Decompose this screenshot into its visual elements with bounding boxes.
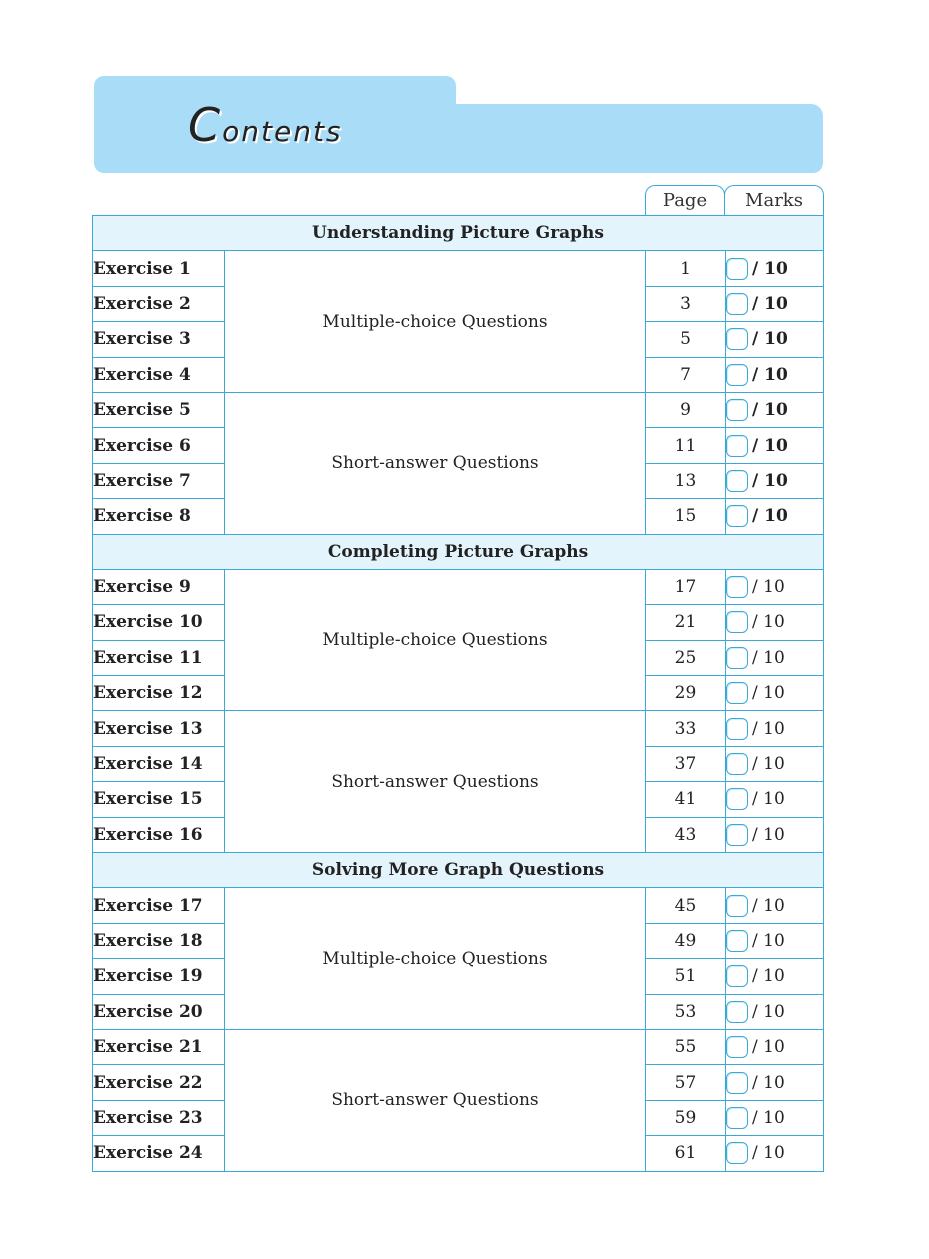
table-row [93, 392, 824, 427]
score-box[interactable] [726, 1072, 748, 1094]
marks-out-of: / 10 [752, 683, 785, 704]
exercise-label[interactable]: Exercise 1 [93, 251, 225, 286]
question-type: Short-answer Questions [225, 392, 646, 534]
page-number[interactable]: 29 [646, 676, 726, 711]
score-box[interactable] [726, 753, 748, 775]
page-number[interactable]: 21 [646, 605, 726, 640]
page-number[interactable]: 49 [646, 923, 726, 958]
score-box[interactable] [726, 647, 748, 669]
marks-out-of: / 10 [752, 895, 785, 916]
marks-cell [726, 499, 824, 534]
page-number[interactable]: 55 [646, 1029, 726, 1064]
page-number[interactable]: 15 [646, 499, 726, 534]
marks-out-of: / 10 [752, 789, 785, 810]
page-number[interactable]: 25 [646, 640, 726, 675]
marks-cell [726, 817, 824, 852]
exercise-label[interactable]: Exercise 24 [93, 1136, 225, 1171]
score-box[interactable] [726, 824, 748, 846]
contents-table [92, 215, 824, 1172]
marks-cell [726, 392, 824, 427]
page-number[interactable]: 11 [646, 428, 726, 463]
exercise-label[interactable]: Exercise 9 [93, 569, 225, 604]
exercise-label[interactable]: Exercise 5 [93, 392, 225, 427]
marks-cell [726, 746, 824, 781]
marks-cell [726, 357, 824, 392]
page-number[interactable]: 61 [646, 1136, 726, 1171]
marks-out-of: / 10 [752, 400, 788, 421]
table-row [93, 1029, 824, 1064]
score-box[interactable] [726, 965, 748, 987]
section-row [93, 534, 824, 569]
section-title: Completing Picture Graphs [93, 534, 824, 569]
marks-out-of: / 10 [752, 966, 785, 987]
marks-cell [726, 322, 824, 357]
score-box[interactable] [726, 682, 748, 704]
exercise-label[interactable]: Exercise 6 [93, 428, 225, 463]
score-box[interactable] [726, 293, 748, 315]
marks-out-of: / 10 [752, 931, 785, 951]
marks-out-of: / 10 [752, 577, 785, 598]
marks-out-of: / 10 [752, 1107, 785, 1128]
question-type: Multiple-choice Questions [225, 888, 646, 1030]
title-initial: C [188, 98, 223, 152]
question-type: Multiple-choice Questions [225, 251, 646, 393]
marks-cell [726, 959, 824, 994]
marks-out-of: / 10 [752, 470, 788, 491]
page-column-tab: Page [645, 185, 725, 215]
marks-cell [726, 463, 824, 498]
section-row [93, 216, 824, 251]
title-rest: ontents [222, 115, 343, 148]
exercise-label[interactable]: Exercise 8 [93, 499, 225, 534]
page-number[interactable]: 9 [646, 392, 726, 427]
marks-out-of: / 10 [752, 435, 788, 456]
score-box[interactable] [726, 1142, 748, 1164]
question-type: Multiple-choice Questions [225, 569, 646, 711]
score-box[interactable] [726, 576, 748, 598]
page-number[interactable]: 43 [646, 817, 726, 852]
marks-cell [726, 569, 824, 604]
marks-out-of: / 10 [752, 824, 785, 845]
page-number[interactable]: 33 [646, 711, 726, 746]
page-number[interactable]: 57 [646, 1065, 726, 1100]
page-number[interactable]: 37 [646, 746, 726, 781]
marks-cell [726, 1029, 824, 1064]
score-box[interactable] [726, 788, 748, 810]
section-title: Understanding Picture Graphs [93, 216, 824, 251]
exercise-label[interactable]: Exercise 3 [93, 322, 225, 357]
marks-out-of: / 10 [752, 1143, 785, 1164]
marks-cell [726, 782, 824, 817]
page-number[interactable]: 7 [646, 357, 726, 392]
table-row [93, 251, 824, 286]
table-row [93, 888, 824, 923]
exercise-label[interactable]: Exercise 19 [93, 959, 225, 994]
table-row [93, 569, 824, 604]
question-type: Short-answer Questions [225, 711, 646, 853]
exercise-label[interactable]: Exercise 11 [93, 640, 225, 675]
score-box[interactable] [726, 328, 748, 350]
marks-out-of: / 10 [752, 258, 788, 279]
marks-cell [726, 1065, 824, 1100]
marks-cell [726, 1100, 824, 1135]
marks-cell [726, 994, 824, 1029]
exercise-label[interactable]: Exercise 7 [93, 463, 225, 498]
section-row [93, 853, 824, 888]
score-box[interactable] [726, 611, 748, 633]
marks-column-tab: Marks [724, 185, 824, 215]
exercise-label[interactable]: Exercise 21 [93, 1029, 225, 1064]
page-number[interactable]: 13 [646, 463, 726, 498]
exercise-label[interactable]: Exercise 20 [93, 994, 225, 1029]
exercise-label[interactable]: Exercise 17 [93, 888, 225, 923]
marks-out-of: / 10 [752, 293, 788, 314]
exercise-label[interactable]: Exercise 13 [93, 711, 225, 746]
marks-out-of: / 10 [752, 1001, 785, 1022]
marks-out-of: / 10 [752, 364, 788, 385]
marks-cell [726, 676, 824, 711]
table-row [93, 711, 824, 746]
exercise-label[interactable]: Exercise 22 [93, 1065, 225, 1100]
section-title: Solving More Graph Questions [93, 853, 824, 888]
exercise-label[interactable]: Exercise 23 [93, 1100, 225, 1135]
score-box[interactable] [726, 399, 748, 421]
exercise-label[interactable]: Exercise 12 [93, 676, 225, 711]
marks-out-of: / 10 [752, 1037, 785, 1058]
exercise-label[interactable]: Exercise 2 [93, 286, 225, 321]
marks-cell [726, 711, 824, 746]
exercise-label[interactable]: Exercise 15 [93, 782, 225, 817]
banner-notch [456, 76, 470, 104]
score-box[interactable] [726, 718, 748, 740]
marks-cell [726, 251, 824, 286]
score-box[interactable] [726, 895, 748, 917]
exercise-label[interactable]: Exercise 16 [93, 817, 225, 852]
score-box[interactable] [726, 364, 748, 386]
marks-out-of: / 10 [752, 506, 788, 527]
score-box[interactable] [726, 1107, 748, 1129]
page-number[interactable]: 5 [646, 322, 726, 357]
score-box[interactable] [726, 930, 748, 952]
marks-cell [726, 923, 824, 958]
exercise-label[interactable]: Exercise 18 [93, 923, 225, 958]
page-number[interactable]: 51 [646, 959, 726, 994]
marks-out-of: / 10 [752, 647, 785, 668]
exercise-label[interactable]: Exercise 14 [93, 746, 225, 781]
score-box[interactable] [726, 258, 748, 280]
page-number[interactable]: 59 [646, 1100, 726, 1135]
page-number[interactable]: 41 [646, 782, 726, 817]
marks-cell [726, 1136, 824, 1171]
marks-out-of: / 10 [752, 612, 785, 633]
marks-out-of: / 10 [752, 718, 785, 739]
score-box[interactable] [726, 505, 748, 527]
score-box[interactable] [726, 435, 748, 457]
marks-cell [726, 428, 824, 463]
page-number[interactable]: 3 [646, 286, 726, 321]
marks-out-of: / 10 [752, 1072, 785, 1093]
page-number[interactable]: 45 [646, 888, 726, 923]
page-number[interactable]: 1 [646, 251, 726, 286]
page-number[interactable]: 53 [646, 994, 726, 1029]
question-type: Short-answer Questions [225, 1029, 646, 1171]
marks-out-of: / 10 [752, 754, 785, 775]
marks-cell [726, 640, 824, 675]
marks-cell [726, 888, 824, 923]
marks-cell [726, 286, 824, 321]
marks-cell [726, 605, 824, 640]
marks-out-of: / 10 [752, 329, 788, 350]
exercise-label[interactable]: Exercise 10 [93, 605, 225, 640]
score-box[interactable] [726, 470, 748, 492]
score-box[interactable] [726, 1036, 748, 1058]
score-box[interactable] [726, 1001, 748, 1023]
exercise-label[interactable]: Exercise 4 [93, 357, 225, 392]
page-number[interactable]: 17 [646, 569, 726, 604]
page-title [188, 98, 343, 152]
